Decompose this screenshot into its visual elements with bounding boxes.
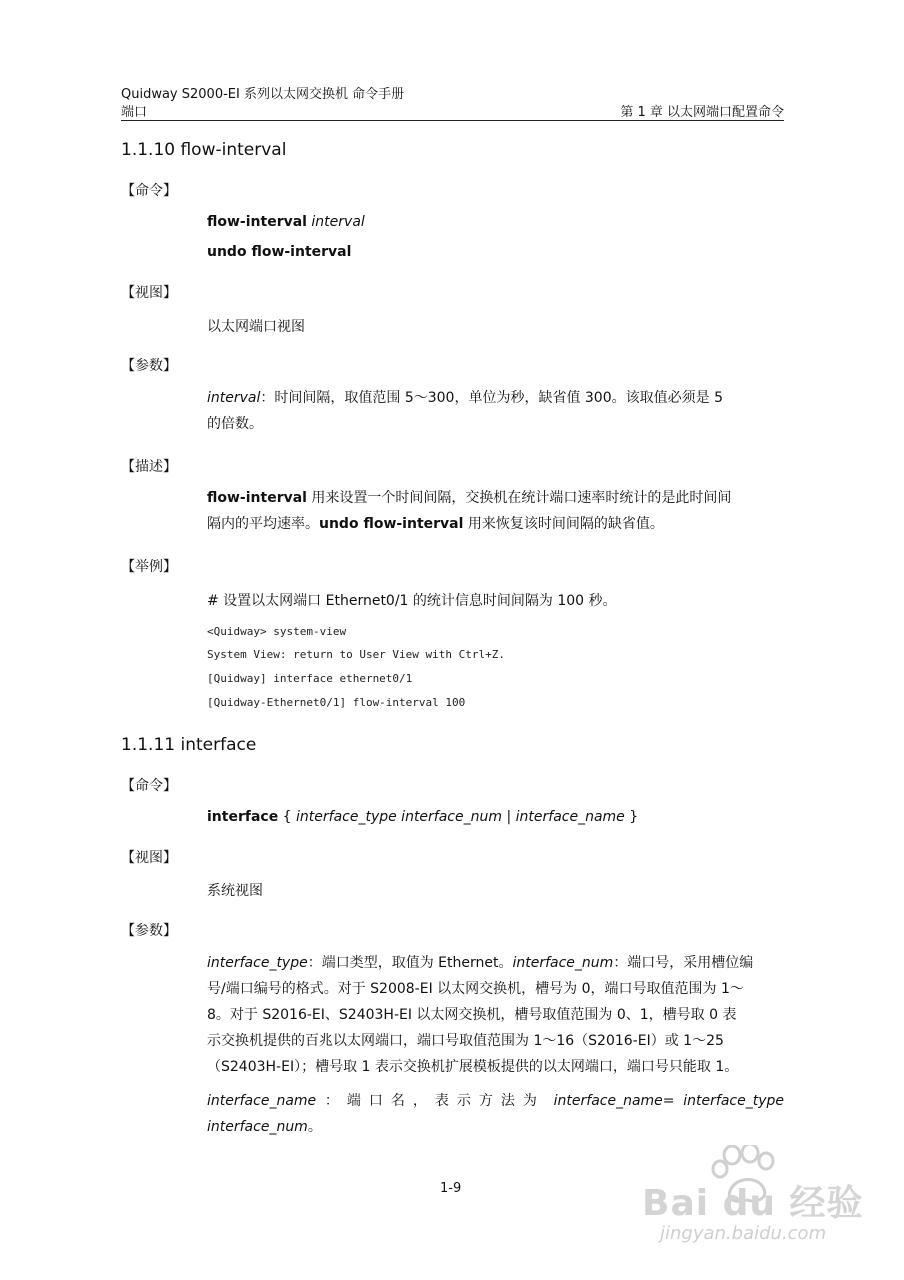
code-line: [Quidway-Ethernet0/1] flow-interval 100 bbox=[207, 696, 466, 709]
example-label: 【举例】 bbox=[121, 559, 177, 575]
command-label: 【命令】 bbox=[121, 778, 177, 794]
section-title-flow-interval: 1.1.10 flow-interval bbox=[121, 140, 287, 160]
watermark-brand: Bai du 经验 bbox=[642, 1183, 864, 1224]
command-keyword: interface bbox=[207, 809, 279, 825]
param-term: interval bbox=[207, 390, 261, 406]
command-syntax bbox=[207, 214, 365, 230]
view-text: 以太网端口视图 bbox=[207, 319, 305, 335]
param-line: interface_type：端口类型，取值为 Ethernet。interface_num：端口号，采用槽位编 bbox=[207, 955, 754, 971]
param-label: 【参数】 bbox=[121, 923, 177, 939]
description-label: 【描述】 bbox=[121, 459, 177, 475]
view-label: 【视图】 bbox=[121, 850, 177, 866]
description-line: flow-interval 用来设置一个时间间隔，交换机在统计端口速率时统计的是此时间间 bbox=[207, 490, 732, 506]
param-paragraph bbox=[207, 385, 784, 437]
description-line: 隔内的平均速率。undo flow-interval 用来恢复该时间间隔的缺省值。 bbox=[207, 516, 664, 532]
param-paragraph bbox=[207, 1088, 784, 1140]
section-title-interface: 1.1.11 interface bbox=[121, 735, 257, 755]
description-paragraph bbox=[207, 485, 784, 537]
view-label: 【视图】 bbox=[121, 285, 177, 301]
command-keyword: flow-interval bbox=[207, 214, 307, 230]
header-section: 端口 bbox=[121, 105, 148, 120]
param-line: interface_name ：端口名，表示方法为 interface_name= interface_type bbox=[207, 1093, 784, 1109]
code-line: <Quidway> system-view bbox=[207, 625, 347, 638]
undo-command-keyword: undo flow-interval bbox=[207, 244, 352, 260]
command-label: 【命令】 bbox=[121, 183, 177, 199]
header-title: Quidway S2000-EI 系列以太网交换机 命令手册 bbox=[121, 87, 405, 102]
param-line: （S2403H-EI）；槽号取 1 表示交换机扩展模板提供的以太网端口，端口号只能取 1。 bbox=[207, 1059, 739, 1075]
view-text: 系统视图 bbox=[207, 883, 263, 899]
param-line: 的倍数。 bbox=[207, 416, 263, 432]
param-line: 号/端口编号的格式。对于 S2008-EI 以太网交换机，槽号为 0，端口号取值范围为 1～ bbox=[207, 981, 744, 997]
command-syntax: interface { interface_type interface_num | interface_name } bbox=[207, 809, 639, 825]
baidu-watermark bbox=[640, 1145, 870, 1250]
code-line: System View: return to User View with Ctrl+Z. bbox=[207, 648, 506, 661]
header-chapter: 第 1 章 以太网端口配置命令 bbox=[620, 105, 784, 120]
page-number: 1-9 bbox=[440, 1181, 462, 1196]
param-label: 【参数】 bbox=[121, 358, 177, 374]
command-argument: interval bbox=[311, 214, 365, 230]
undo-command bbox=[207, 244, 351, 260]
param-line: 示交换机提供的百兆以太网端口，端口号取值范围为 1～16（S2016-EI）或 1～25 bbox=[207, 1033, 724, 1049]
param-line: 8。对于 S2016-EI、S2403H-EI 以太网交换机，槽号取值范围为 0、1，槽号取 0 表 bbox=[207, 1007, 737, 1023]
param-line: interval：时间间隔，取值范围 5～300，单位为秒，缺省值 300。该取值必须是 5 bbox=[207, 390, 723, 406]
example-intro: # 设置以太网端口 Ethernet0/1 的统计信息时间间隔为 100 秒。 bbox=[207, 593, 617, 609]
header-rule bbox=[121, 120, 784, 121]
watermark-url: jingyan.baidu.com bbox=[660, 1223, 827, 1244]
code-line: [Quidway] interface ethernet0/1 bbox=[207, 672, 413, 685]
param-paragraph bbox=[207, 950, 784, 1080]
param-line: interface_num。 bbox=[207, 1119, 322, 1135]
